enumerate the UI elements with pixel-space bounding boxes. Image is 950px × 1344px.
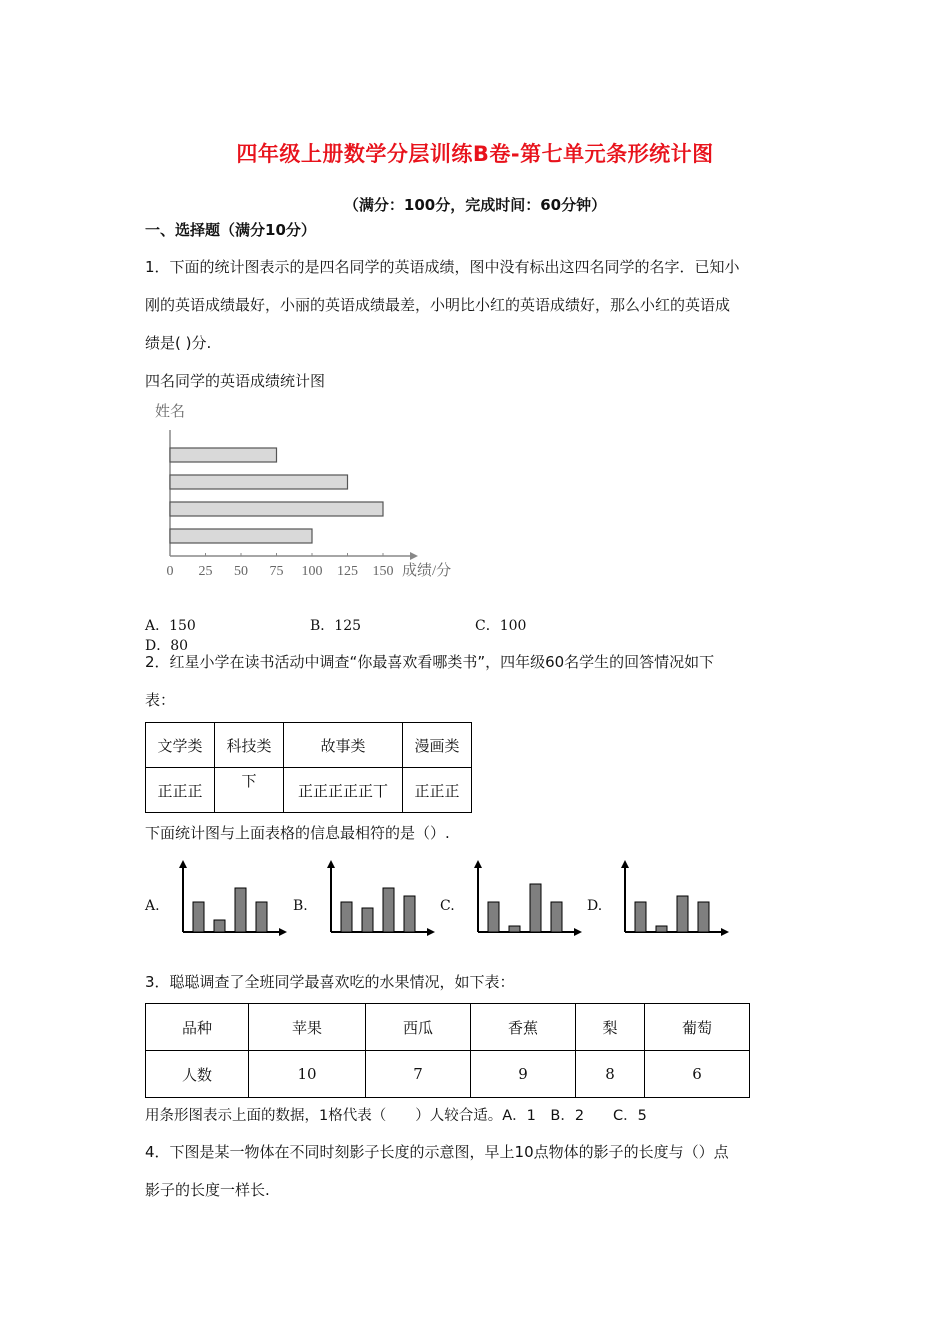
count-grape: 6 xyxy=(645,1051,750,1098)
header-literature: 文学类 xyxy=(146,723,215,768)
score-bar-1 xyxy=(170,448,277,462)
mini-bar xyxy=(656,926,667,932)
mini-bar xyxy=(404,896,415,932)
x-tick-label: 125 xyxy=(337,564,358,579)
q2-option-b-chart[interactable] xyxy=(321,858,441,948)
x-tick-label: 50 xyxy=(234,564,248,579)
x-axis-arrow xyxy=(410,552,418,560)
q1-options xyxy=(145,615,745,655)
section-heading: 一、选择题（满分10分） xyxy=(145,221,316,239)
fruit-watermelon: 西瓜 xyxy=(366,1004,471,1051)
header-story: 故事类 xyxy=(284,723,403,768)
q2-option-c-chart[interactable] xyxy=(468,858,588,948)
x-tick-label: 25 xyxy=(198,564,213,579)
page-title: 四年级上册数学分层训练B卷-第七单元条形统计图 xyxy=(236,142,714,166)
x-tick-label: 150 xyxy=(372,564,394,579)
x-tick-label: 0 xyxy=(166,564,174,579)
q1-option-a[interactable]: A．150 xyxy=(145,618,196,634)
book-survey-table xyxy=(145,722,472,813)
mini-x-arrow xyxy=(427,928,435,936)
tally-comic: 正正正 xyxy=(403,768,472,813)
mini-bar xyxy=(362,908,373,932)
page-subtitle: （满分：100分，完成时间：60分钟） xyxy=(343,196,607,214)
q4-line2: 影子的长度一样长. xyxy=(145,1181,270,1199)
mini-bar xyxy=(341,902,352,932)
english-score-chart xyxy=(140,396,480,586)
q2-option-c-label[interactable]: C. xyxy=(440,898,455,914)
x-tick-label: 75 xyxy=(269,564,284,579)
mini-bar xyxy=(256,902,267,932)
q4-line1: 4．下图是某一物体在不同时刻影子长度的示意图，早上10点物体的影子的长度与（）点 xyxy=(145,1143,729,1161)
fruit-survey-table xyxy=(145,1003,750,1098)
mini-x-arrow xyxy=(721,928,729,936)
q1-chart-title: 四名同学的英语成绩统计图 xyxy=(145,372,326,390)
count-watermelon: 7 xyxy=(366,1051,471,1098)
score-bar-3 xyxy=(170,502,383,516)
mini-bar xyxy=(509,926,520,932)
mini-bar xyxy=(214,920,225,932)
mini-bar xyxy=(530,884,541,932)
fruit-header: 品种 xyxy=(146,1004,249,1051)
q1-option-c[interactable]: C．100 xyxy=(475,618,527,634)
q2-option-d-chart[interactable] xyxy=(615,858,735,948)
q2-option-d-label[interactable]: D. xyxy=(587,898,603,914)
y-axis-label: 姓名 xyxy=(155,404,186,420)
q1-option-d[interactable]: D．80 xyxy=(145,638,189,654)
score-bar-2 xyxy=(170,475,348,489)
tally-story: 正正正正正丅 xyxy=(284,768,403,813)
mini-y-arrow xyxy=(327,860,335,868)
header-comic: 漫画类 xyxy=(403,723,472,768)
q1-line2: 刚的英语成绩最好，小丽的英语成绩最差，小明比小红的英语成绩好，那么小红的英语成 xyxy=(145,296,731,314)
x-axis-label: 成绩/分 xyxy=(402,563,452,579)
q2-question: 下面统计图与上面表格的信息最相符的是（）. xyxy=(145,824,450,842)
fruit-apple: 苹果 xyxy=(249,1004,366,1051)
mini-bar xyxy=(551,902,562,932)
q3-line1: 3．聪聪调查了全班同学最喜欢吃的水果情况，如下表： xyxy=(145,973,515,991)
q2-line1: 2．红星小学在读书活动中调查“你最喜欢看哪类书”，四年级60名学生的回答情况如下 xyxy=(145,653,715,671)
score-bar-4 xyxy=(170,529,312,543)
q1-line1: 1．下面的统计图表示的是四名同学的英语成绩，图中没有标出这四名同学的名字．已知小 xyxy=(145,258,740,276)
q2-option-b-label[interactable]: B. xyxy=(293,898,308,914)
header-science: 科技类 xyxy=(215,723,284,768)
fruit-pear: 梨 xyxy=(576,1004,645,1051)
count-header: 人数 xyxy=(146,1051,249,1098)
x-tick-label: 100 xyxy=(301,564,323,579)
mini-bar xyxy=(698,902,709,932)
mini-bar xyxy=(235,888,246,932)
q1-line3: 绩是( )分. xyxy=(145,334,212,352)
q3-question: 用条形图表示上面的数据，1格代表（ ）人较合适。A．1 B．2 C．5 xyxy=(145,1108,647,1124)
mini-x-arrow xyxy=(279,928,287,936)
mini-x-arrow xyxy=(574,928,582,936)
count-pear: 8 xyxy=(576,1051,645,1098)
q2-option-a-label[interactable]: A. xyxy=(145,898,160,914)
mini-y-arrow xyxy=(179,860,187,868)
mini-bar xyxy=(635,902,646,932)
mini-bar xyxy=(193,902,204,932)
q1-option-b[interactable]: B．125 xyxy=(310,618,362,634)
count-banana: 9 xyxy=(471,1051,576,1098)
q2-line2: 表： xyxy=(145,691,176,709)
q2-option-a-chart[interactable] xyxy=(173,858,293,948)
mini-y-arrow xyxy=(474,860,482,868)
tally-literature: 正正正 xyxy=(146,768,215,813)
tally-science: 下 xyxy=(215,768,284,813)
mini-y-arrow xyxy=(621,860,629,868)
fruit-banana: 香蕉 xyxy=(471,1004,576,1051)
fruit-grape: 葡萄 xyxy=(645,1004,750,1051)
mini-bar xyxy=(677,896,688,932)
mini-bar xyxy=(488,902,499,932)
count-apple: 10 xyxy=(249,1051,366,1098)
mini-bar xyxy=(383,888,394,932)
